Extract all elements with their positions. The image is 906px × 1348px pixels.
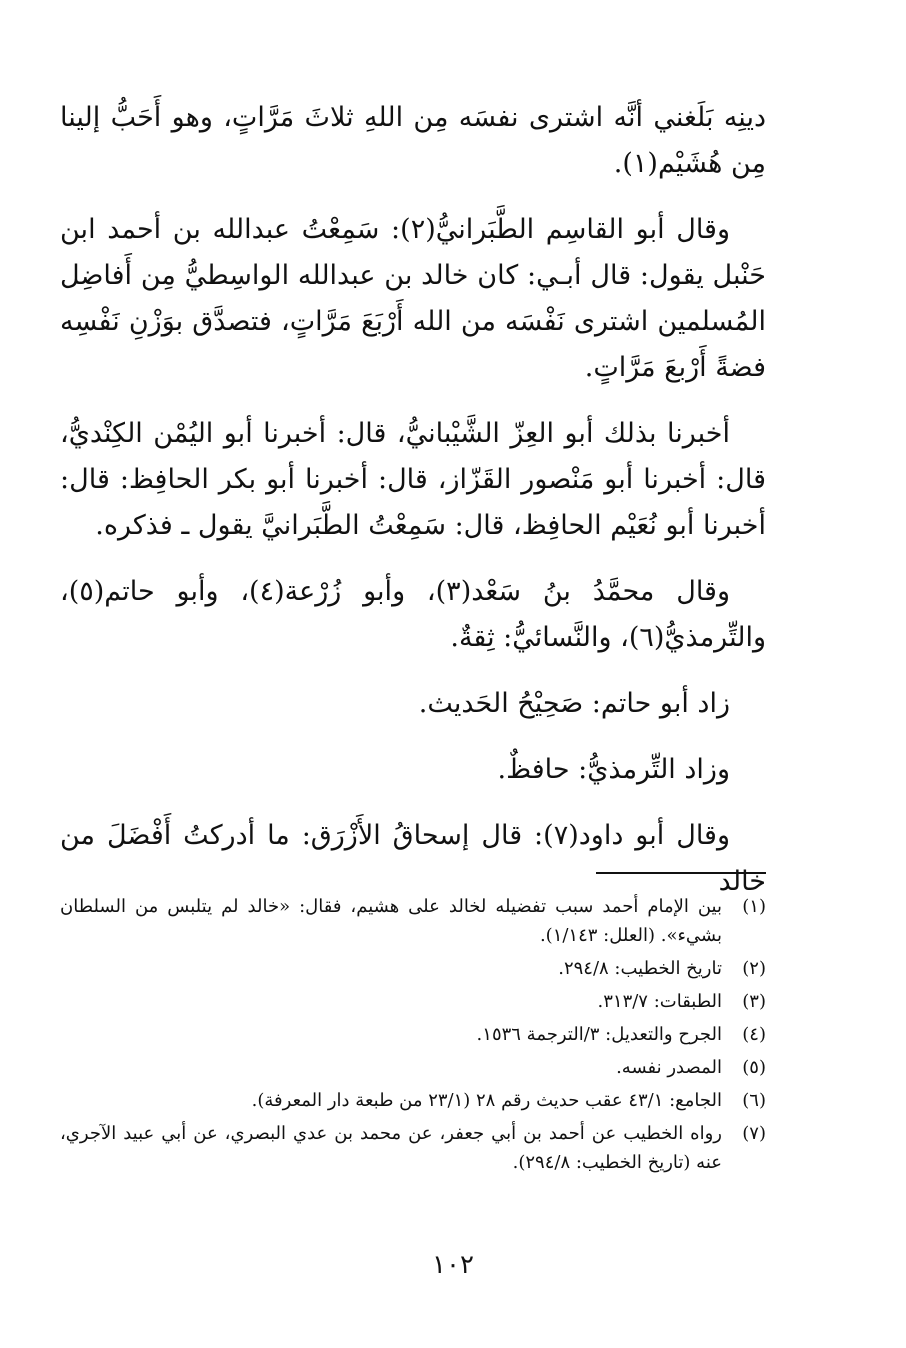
footnote (60, 1119, 766, 1177)
footnote (60, 892, 766, 950)
footnote (60, 1053, 766, 1082)
footnote-number: (٤) (742, 1024, 766, 1045)
footnote-text: المصدر نفسه. (616, 1057, 722, 1078)
paragraph-thiqa: وقال محمَّدُ بنُ سَعْد(٣)، وأبو زُرْعة(٤)، وأبو حاتم(٥)، والتِّرمذيُّ(٦)، والنَّسائيُّ: ثِقةٌ. (60, 576, 766, 653)
footnote-number: (٢) (742, 958, 766, 979)
paragraph-isnad: أخبرنا بذلك أبو العِزّ الشَّيْبانيُّ، قال: أخبرنا أبو اليُمْن الكِنْديُّ، قال: أخبرنا أبو مَنْصور القَزّاز، قال: أخبرنا أبو بكر الحافِظ: قال: أخبرنا أبو نُعَيْم الحافِظ، قال: سَمِعْتُ الطَّبَرانيَّ يقول ـ فذكره. (60, 418, 766, 541)
footnote-number: (٦) (742, 1090, 766, 1111)
footnote-number: (١) (742, 896, 766, 917)
paragraph-tabarani: وقال أبو القاسِم الطَّبَرانيُّ(٢): سَمِعْتُ عبدالله بن أحمد ابن حَنْبل يقول: قال أبـي: كان خالد بن عبدالله الواسِطيُّ مِن أَفاضِل المُسلمين اشترى نَفْسَه من الله أَرْبَعَ مَرَّاتٍ، فتصدَّق بوَزْنِ نَفْسِه فضةً أَرْبعَ مَرَّاتٍ. (60, 214, 766, 383)
paragraph-tirmidhi: وزاد التِّرمذيُّ: حافظٌ. (497, 754, 730, 785)
paragraph-continuation: دينِه بَلَغني أنَّه اشترى نفسَه مِن اللهِ ثلاثَ مَرَّاتٍ، وهو أَحَبُّ إلينا مِن هُشَيْم(١). (60, 102, 766, 179)
footnote-text: تاريخ الخطيب: ٢٩٤/٨. (558, 958, 722, 979)
main-text (60, 95, 766, 925)
footnote-text: رواه الخطيب عن أحمد بن أبي جعفر، عن محمد بن عدي البصري، عن أبي عبيد الآجري، عنه (تاريخ الخطيب: ٢٩٤/٨). (60, 1123, 722, 1173)
footnote (60, 954, 766, 983)
page-number: ١٠٢ (432, 1250, 474, 1280)
footnote (60, 987, 766, 1016)
footnote-number: (٧) (742, 1123, 766, 1144)
footnote-separator (596, 872, 766, 874)
footnote-text: الطبقات: ٣١٣/٧. (597, 991, 722, 1012)
paragraph-abu-dawud: وقال أبو داود(٧): قال إسحاقُ الأَزْرَق: ما أدركتُ أَفْضَلَ من خالد (60, 820, 766, 897)
footnote (60, 1086, 766, 1115)
footnote-text: الجامع: ٤٣/١ عقب حديث رقم ٢٨ (٢٣/١ من طبعة دار المعرفة). (251, 1090, 722, 1111)
footnote-number: (٥) (742, 1057, 766, 1078)
footnote (60, 1020, 766, 1049)
footnote-text: بين الإمام أحمد سبب تفضيله لخالد على هشيم، فقال: «خالد لم يتلبس من السلطان بشيء». (العلل: ١/١٤٣). (60, 896, 722, 946)
paragraph-abu-hatim: زاد أبو حاتم: صَحِيْحُ الحَديث. (418, 688, 730, 719)
footnote-number: (٣) (742, 991, 766, 1012)
footnotes-list (60, 892, 766, 1181)
footnote-text: الجرح والتعديل: ٣/الترجمة ١٥٣٦. (476, 1024, 722, 1045)
